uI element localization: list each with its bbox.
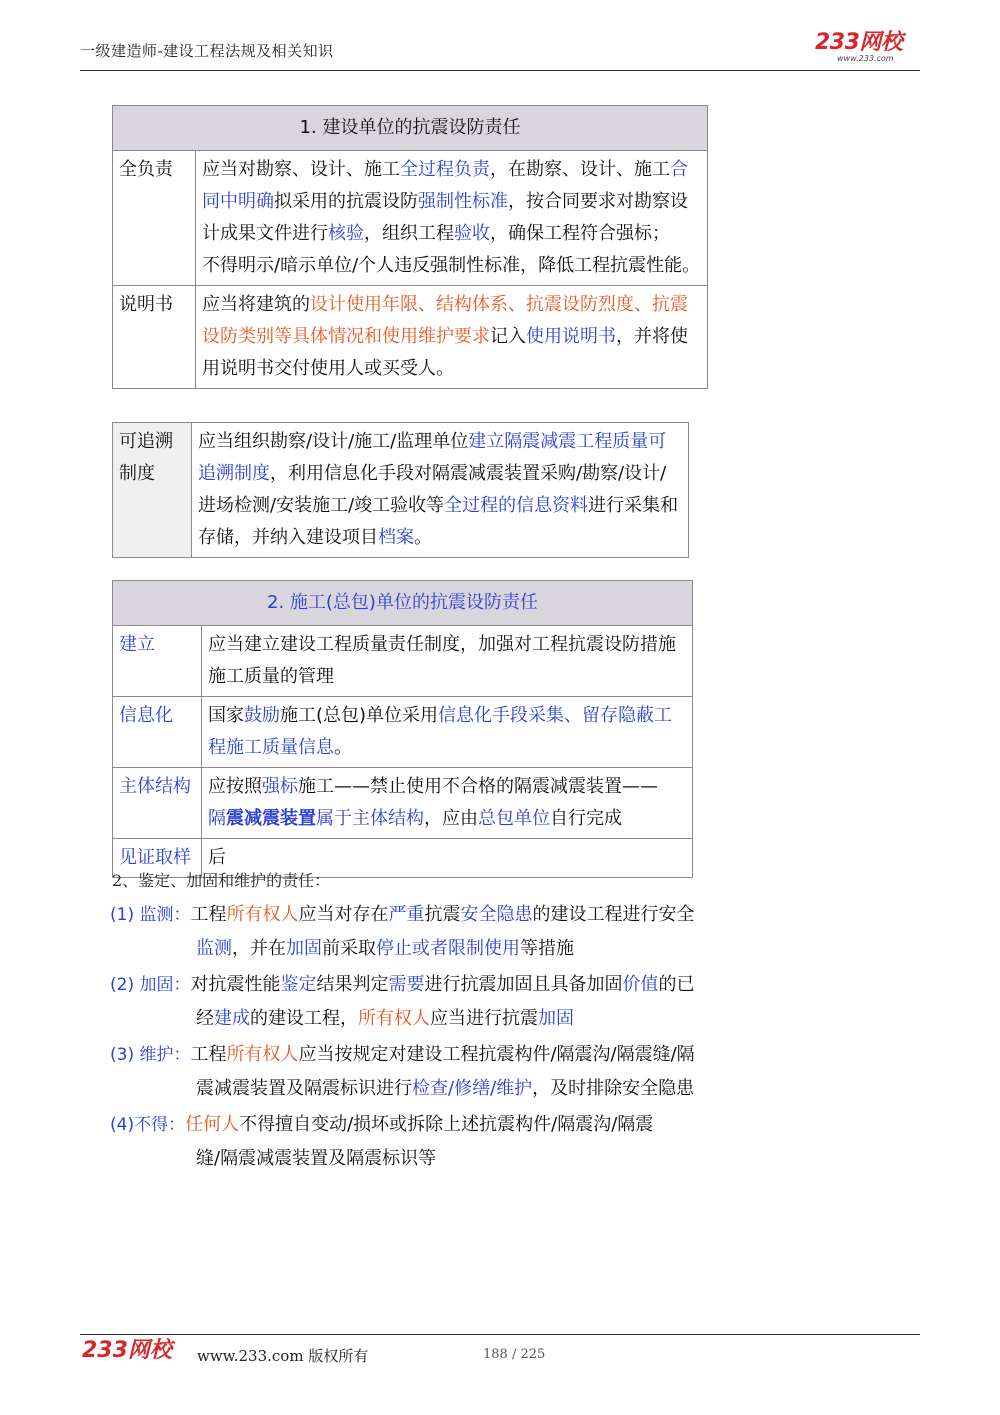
text-segment: 总包单位: [478, 808, 550, 829]
text-segment: 建立隔震减震工程质量可追溯制度: [198, 431, 667, 484]
text-segment: 。: [334, 737, 352, 758]
logo-url: www.233.com: [837, 54, 894, 63]
text-segment: 建成: [214, 1008, 250, 1029]
list-item: [110, 968, 694, 1036]
footer-copyright: www.233.com 版权所有: [197, 1347, 369, 1365]
text-segment: 工程: [190, 1044, 227, 1065]
text-segment: 应当进行抗震: [430, 1008, 538, 1029]
text-segment: 施工——禁止使用不合格的隔震减震装置——: [298, 776, 658, 797]
text-segment: 记入: [490, 326, 526, 347]
text-segment: 等措施: [520, 938, 574, 959]
text-segment: 需要: [388, 974, 425, 995]
table-row: [113, 768, 693, 839]
text-segment: 应当将建筑的: [202, 294, 310, 315]
text-segment: ，按合同要求对勘察设计成果文件进行: [202, 191, 688, 244]
text-segment: 工程: [190, 904, 227, 925]
text-segment: 核验: [328, 223, 364, 244]
text-segment: 前采取: [322, 938, 376, 959]
page-number: 188 / 225: [483, 1347, 546, 1362]
text-segment: 所有权人: [358, 1008, 430, 1029]
text-segment: 任何人: [185, 1114, 240, 1135]
text-segment: 应当建立建设工程质量责任制度，加强对工程抗震设防措施施工质量的管理: [208, 634, 676, 687]
table-row: [113, 697, 693, 768]
text-segment: 检查/修缮/维护: [412, 1078, 533, 1099]
text-segment: ，并将使用说明书交付使用人或买受人。: [202, 326, 688, 379]
item-tag: (2) 加固：: [110, 975, 191, 995]
item-line: [110, 1002, 694, 1036]
list-item: [110, 1038, 695, 1106]
text-segment: 对抗震性能: [190, 974, 281, 995]
text-segment: 进行抗震加固且具备加固: [424, 974, 623, 995]
row-content: [192, 423, 689, 558]
document-header-title: 一级建造师-建设工程法规及相关知识: [80, 42, 334, 60]
table-row: [113, 626, 693, 697]
text-segment: 所有权人: [226, 1044, 299, 1065]
text-segment: 应按照: [208, 776, 262, 797]
text-segment: 震减震装置及隔震标识进行: [196, 1078, 412, 1099]
text-segment: 合同中明确: [202, 159, 688, 212]
logo-mark: 233网校: [815, 30, 903, 55]
table-title: 1. 建设单位的抗震设防责任: [113, 106, 708, 151]
text-segment: ，并在: [232, 938, 286, 959]
row-content: [202, 697, 693, 768]
text-segment: 应当对勘察、设计、施工: [202, 159, 400, 180]
text-segment: 国家: [208, 705, 244, 726]
text-segment: ，在勘察、设计、施工: [490, 159, 670, 180]
row-label: 全负责: [113, 151, 196, 286]
text-segment: ，确保工程符合强标；: [490, 223, 670, 244]
text-segment: 的已: [658, 974, 695, 995]
text-segment: 全过程的信息资料: [444, 495, 589, 516]
item-line: [110, 1072, 695, 1106]
text-segment: ，及时排除安全隐患: [532, 1078, 695, 1099]
row-content: [196, 151, 708, 286]
text-segment: 监测: [196, 938, 232, 959]
row-content: [202, 768, 693, 839]
row-label: 建立: [113, 626, 202, 697]
row-content: [202, 626, 693, 697]
logo-mark: 233网校: [82, 1338, 172, 1363]
text-segment: 信息化手段采集、留存隐蔽工程施工质量信息: [208, 705, 673, 758]
text-segment: 隔: [208, 808, 226, 829]
row-label: 主体结构: [113, 768, 202, 839]
table-row: [113, 423, 689, 558]
text-segment: 所有权人: [226, 904, 299, 925]
text-segment: 停止或者限制使用: [376, 938, 520, 959]
table-title: 2. 施工(总包)单位的抗震设防责任: [113, 581, 693, 626]
row-label: 可追溯制度: [113, 423, 192, 558]
item-line: [190, 1044, 694, 1065]
text-segment: ，组织工程: [364, 223, 454, 244]
text-segment: 档案: [378, 527, 414, 548]
item-line: [110, 932, 694, 966]
item-line: [110, 1142, 653, 1176]
row-label: 说明书: [113, 286, 196, 389]
text-segment: 应当按规定对建设工程抗震构件/隔震沟/隔震缝/隔: [298, 1044, 695, 1065]
item-line: [190, 904, 694, 925]
text-segment: 不得擅自变动/损坏或拆除上述抗震构件/隔震沟/隔震: [239, 1114, 654, 1135]
contractor-responsibility-table: [112, 580, 693, 878]
row-label: 见证取样: [113, 839, 202, 878]
item-line: [185, 1114, 653, 1135]
item-line: [190, 974, 694, 995]
text-segment: 施工(总包)单位采用: [280, 705, 439, 726]
text-segment: 加固: [286, 938, 322, 959]
text-segment: 鉴定: [280, 974, 317, 995]
text-segment: 设计使用年限、结构体系、抗震设防烈度、抗震设防类别等具体情况和使用维护要求: [202, 294, 688, 347]
list-item: [110, 1108, 653, 1176]
text-segment: 自行完成: [550, 808, 622, 829]
text-segment: 加固: [538, 1008, 574, 1029]
text-segment: 进行采集和存储，并纳入建设项目: [198, 495, 679, 548]
footer-logo[interactable]: [82, 1340, 172, 1362]
traceability-table: [112, 422, 689, 558]
row-content: [196, 286, 708, 389]
text-segment: 应当对存在: [298, 904, 389, 925]
text-segment: 不得明示/暗示单位/个人违反强制性标准，降低工程抗震性能。: [202, 255, 701, 276]
item-tag: (1) 监测：: [110, 905, 191, 925]
item-tag: (3) 维护：: [110, 1045, 191, 1065]
text-segment: 经: [196, 1008, 214, 1029]
item-tag: (4)不得：: [110, 1115, 186, 1135]
text-segment: 拟采用的抗震设防: [274, 191, 418, 212]
text-segment: 应当组织勘察/设计/施工/监理单位: [198, 431, 469, 452]
text-segment: 验收: [454, 223, 490, 244]
text-segment: 价值: [622, 974, 659, 995]
footer-divider: [80, 1334, 920, 1335]
table-row: [113, 151, 708, 286]
construction-unit-responsibility-table: [112, 105, 708, 389]
text-segment: ，应由: [424, 808, 478, 829]
text-segment: 使用说明书: [526, 326, 616, 347]
table-row: [113, 286, 708, 389]
text-segment: 全过程负责: [400, 159, 490, 180]
text-segment: 的建设工程，: [250, 1008, 358, 1029]
text-segment: 严重: [388, 904, 425, 925]
list-item: [110, 898, 694, 966]
row-label: 信息化: [113, 697, 202, 768]
text-segment: 强制性标准: [418, 191, 508, 212]
header-divider: [80, 70, 920, 71]
text-segment: 属于主体结构: [316, 808, 424, 829]
text-segment: 后: [208, 847, 226, 868]
text-segment: 强标: [262, 776, 298, 797]
text-segment: 震减震装置: [226, 808, 316, 829]
text-segment: 鼓励: [244, 705, 280, 726]
text-segment: 抗震: [424, 904, 461, 925]
text-segment: 缝/隔震减震装置及隔震标识等: [196, 1148, 437, 1169]
text-segment: 的建设工程进行安全: [532, 904, 695, 925]
text-segment: 安全隐患: [460, 904, 533, 925]
text-segment: ，利用信息化手段对隔震减震装置采购/勘察/设计/进场检测/安装施工/竣工验收等: [198, 463, 667, 516]
text-segment: 结果判定: [316, 974, 389, 995]
section-heading: 2、鉴定、加固和维护的责任：: [112, 871, 331, 890]
site-logo[interactable]: [815, 32, 902, 63]
text-segment: 。: [414, 527, 432, 548]
